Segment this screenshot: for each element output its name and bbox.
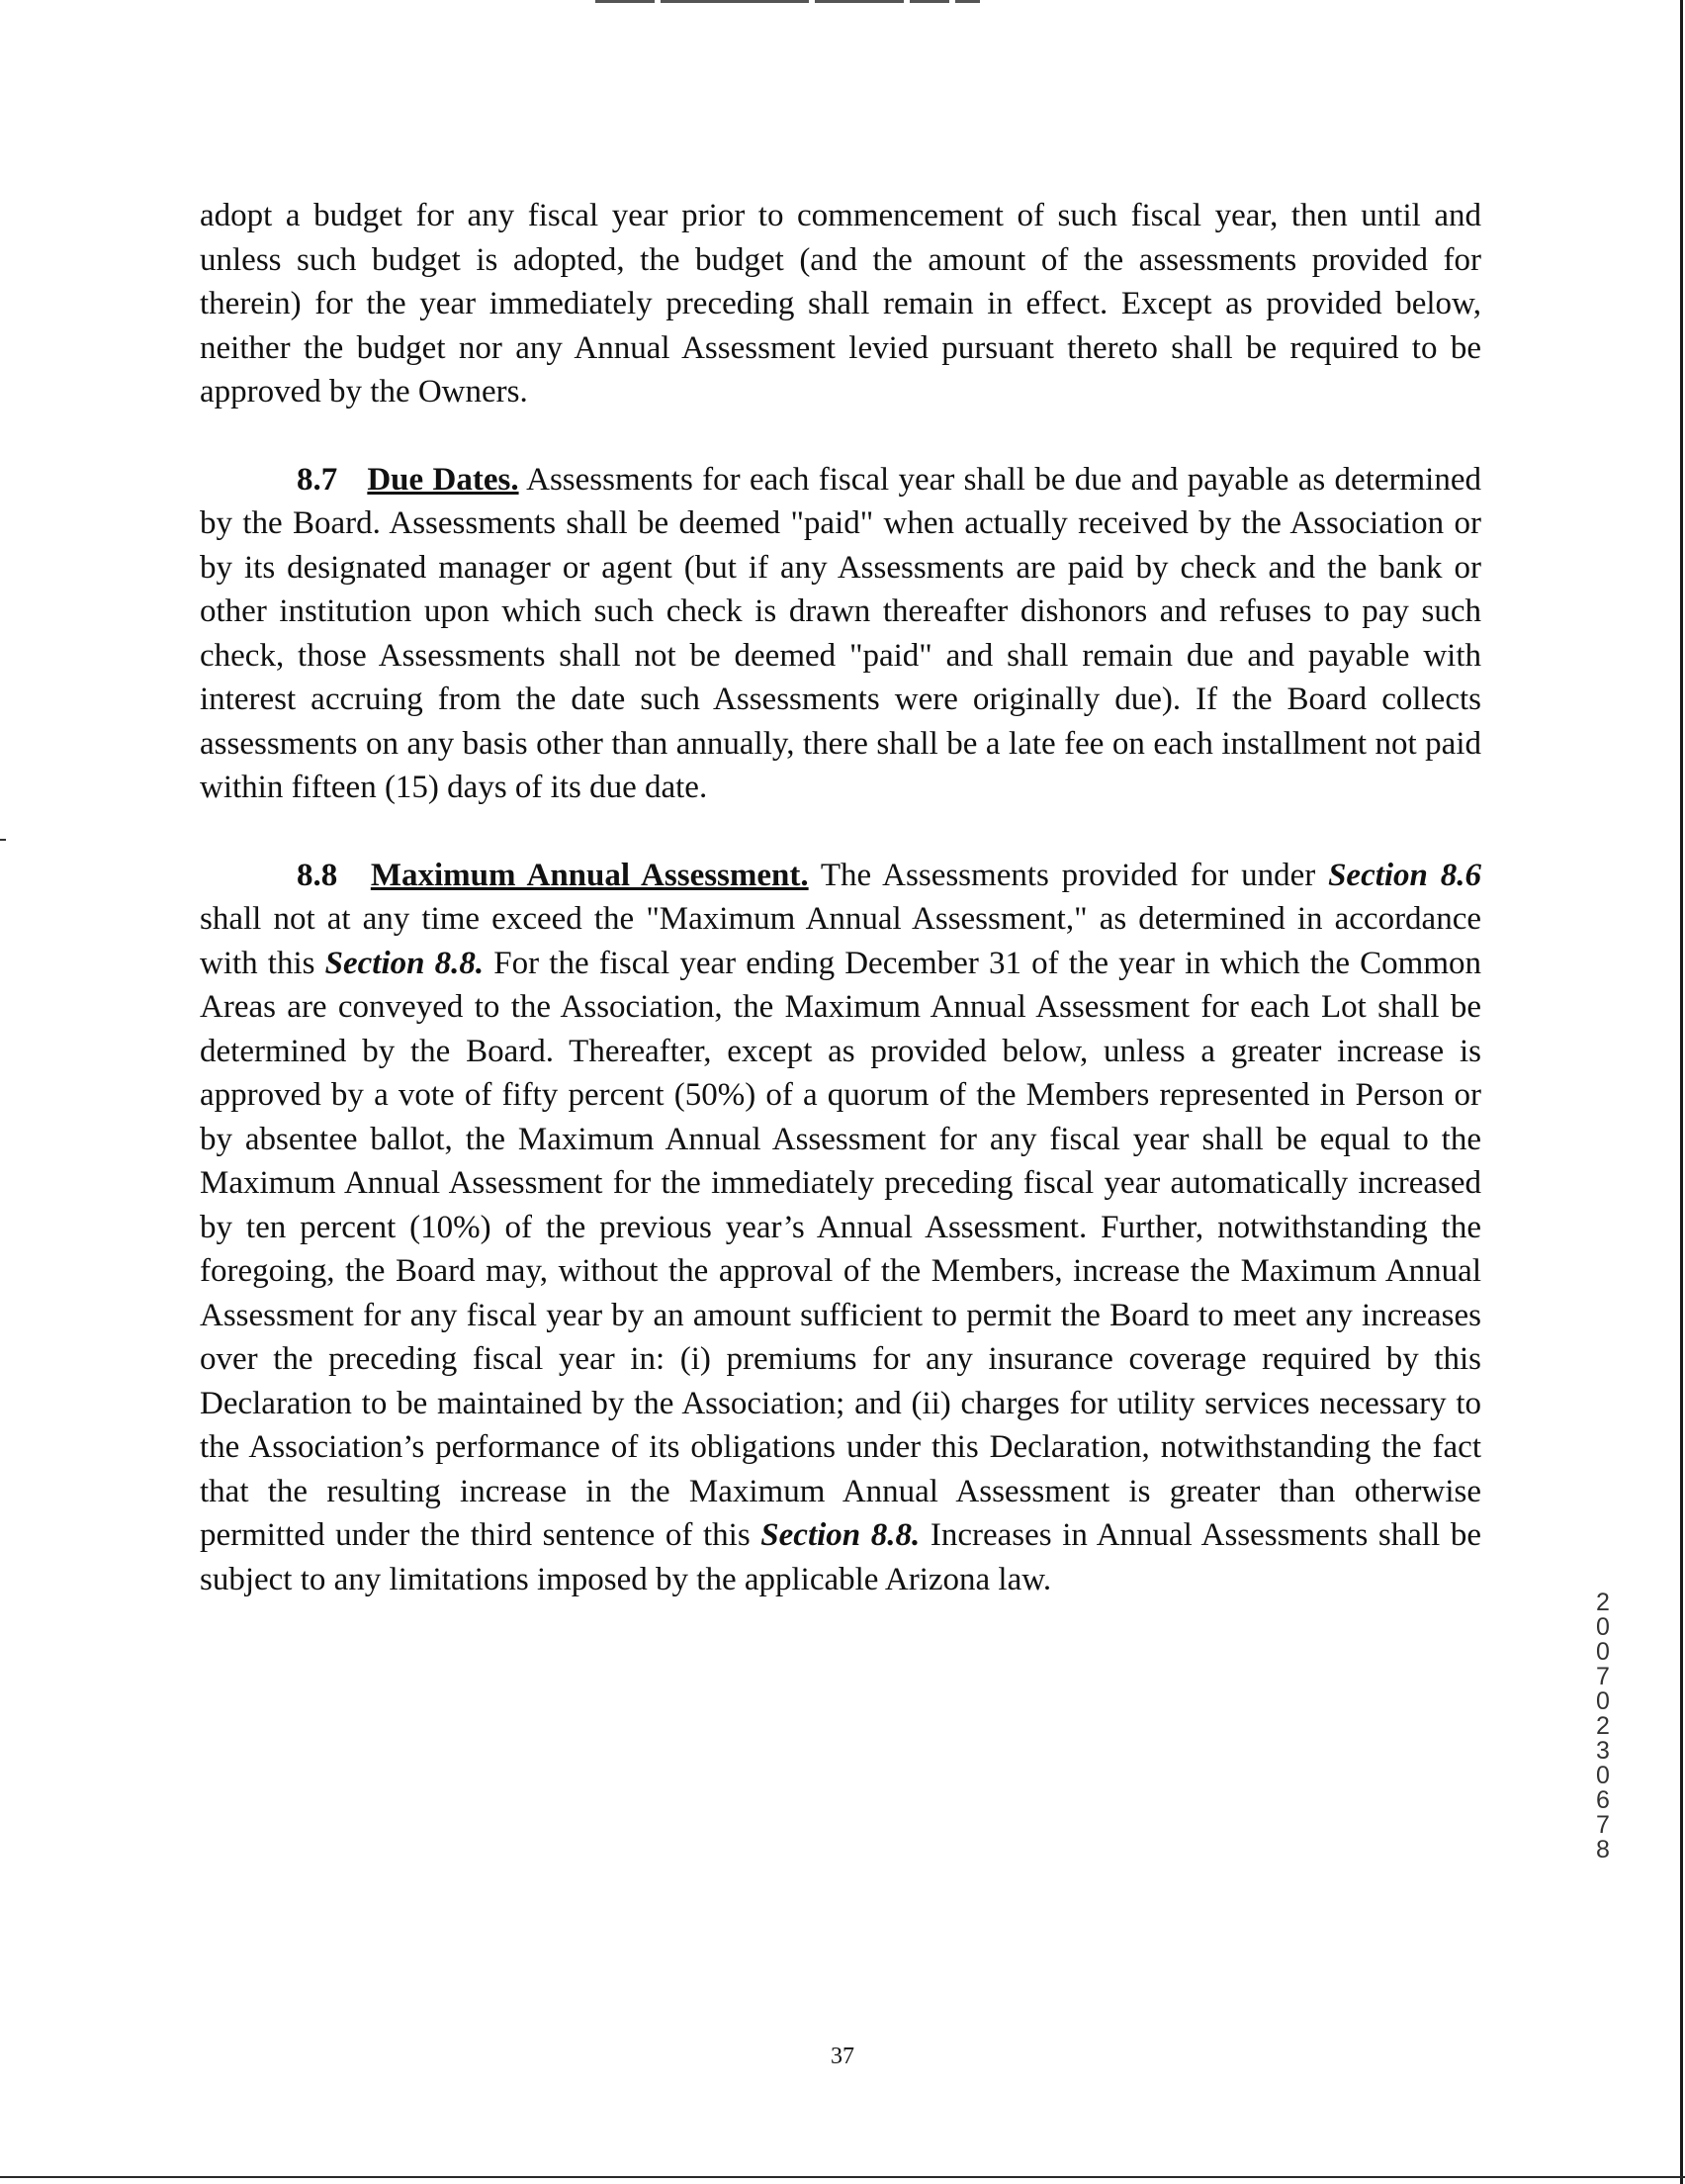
scan-mark-left bbox=[0, 839, 6, 841]
section-reference: Section 8.8. bbox=[760, 1517, 921, 1553]
paragraph-section-8-7 bbox=[200, 458, 1481, 810]
recording-stamp: 20070230678 bbox=[1596, 1589, 1610, 1864]
paragraph-text: Assessments for each fiscal year shall be due and payable as determined by the Board. Assessments shall be deemed "paid" when actually received by the Association or by its designated manager or agent (but if any Assessments are paid by check and the bank or other institution upon which such check is drawn thereafter dishonors and refuses to pay such check, those Assessments shall not be deemed "paid" and shall remain due and payable with interest accruing from the date such Assessments were originally due). If the Board collects assessments on any basis other than annually, there shall be a late fee on each installment not paid within fifteen (15) days of its due date. bbox=[200, 461, 1481, 805]
paragraph-section-8-8 bbox=[200, 854, 1481, 1602]
section-reference: Section 8.8. bbox=[324, 945, 485, 981]
page-number: 37 bbox=[831, 2044, 854, 2069]
scan-artifact-top bbox=[595, 0, 1060, 6]
section-title: Due Dates. bbox=[367, 461, 519, 498]
scan-border-right bbox=[1680, 0, 1683, 2184]
section-number: 8.7 bbox=[297, 461, 338, 498]
paragraph-text: The Assessments provided for under bbox=[820, 857, 1316, 893]
paragraph-text: Increases in Annual Assessments shall be subject to any limitations imposed by the applicable Arizona law. bbox=[200, 1517, 1482, 1597]
section-title: Maximum Annual Assessment. bbox=[370, 857, 809, 893]
document-body bbox=[200, 194, 1481, 1601]
paragraph-continuation bbox=[200, 194, 1481, 414]
section-reference: Section 8.6 bbox=[1328, 857, 1481, 893]
paragraph-text: shall not at any time exceed the "Maximum Annual Assessment," as determined in accordance with this bbox=[200, 901, 1481, 981]
paragraph-text: For the fiscal year ending December 31 of the year in which the Common Areas are conveyed to the Association, the Maximum Annual Assessment for each Lot shall be determined by the Board. Thereafter, except as provided below, unless a greater increase is approved by a vote of fifty percent (50%) of a quorum of the Members represented in Person or by absentee ballot, the Maximum Annual Assessment for any fiscal year shall be equal to the Maximum Annual Assessment for the immediately preceding fiscal year automatically increased by ten percent (10%) of the previous year’s Annual Assessment. Further, notwithstanding the foregoing, the Board may, without the approval of the Members, increase the Maximum Annual Assessment for any fiscal year by an amount sufficient to permit the Board to meet any increases over the preceding fiscal year in: (i) premiums for any insurance coverage required by this Declaration to be maintained by the Association; and (ii) charges for utility services necessary to the Association’s performance of its obligations under this Declaration, notwithstanding the fact that the resulting increase in the Maximum Annual Assessment is greater than otherwise permitted under the third sentence of this bbox=[200, 945, 1482, 1553]
section-number: 8.8 bbox=[297, 857, 338, 893]
paragraph-text: adopt a budget for any fiscal year prior to commencement of such fiscal year, then until and unless such budget is adopted, the budget (and the amount of the assessments provided for therein) for the year immediately preceding shall remain in effect. Except as provided below, neither the budget nor any Annual Assessment levied pursuant thereto shall be required to be approved by the Owners. bbox=[200, 198, 1481, 410]
scan-border-bottom bbox=[0, 2176, 1685, 2178]
